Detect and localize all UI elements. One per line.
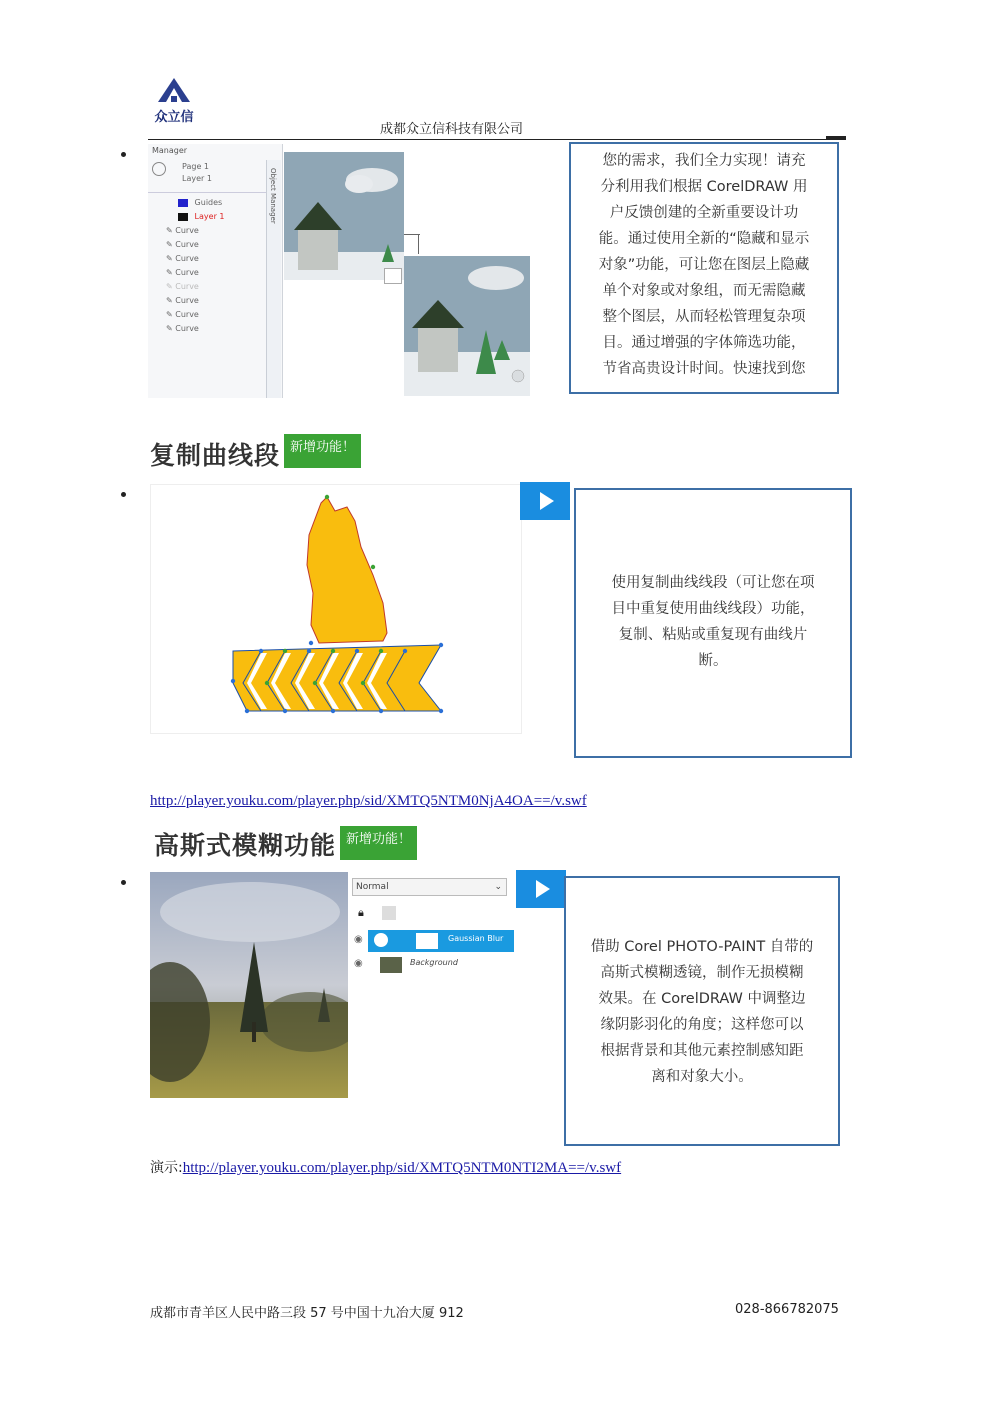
pen-icon: ✎ [166,240,173,249]
lens-icon [374,933,388,947]
header-divider [148,139,846,140]
list-item[interactable]: Guides [148,196,224,210]
header-divider-tick [826,136,846,139]
play-video-button[interactable] [520,482,570,520]
pen-icon: ✎ [166,296,173,305]
bullet [121,880,126,885]
object-manager-tab[interactable]: Object Manager [266,160,281,398]
lock-icon[interactable]: 🔒︎ [358,906,364,919]
panel-title: Manager [152,146,188,155]
new-feature-badge: 新增功能！ [284,434,361,468]
pen-icon: ✎ [166,310,173,319]
color-swatch-icon [178,199,188,207]
pen-icon: ✎ [166,324,173,333]
text-box-copy-curve: 使用复制曲线线段（可让您在项 目中重复使用曲线线段）功能， 复制、粘贴或重复现有曲线片 断。 [574,488,852,758]
text-box-gaussian-blur: 借助 Corel PHOTO-PAINT 自带的 高斯式模糊透镜，制作无损模糊 效果。在 CorelDRAW 中调整边 缘阴影羽化的角度；这样您可以 根据背景和其他元素控制感知距 离和对象大小。 [564,876,840,1146]
eye-icon[interactable]: ◉ [354,958,363,969]
list-item[interactable]: ✎ Curve [166,324,199,333]
pen-icon: ✎ [166,268,173,277]
pen-icon: ✎ [166,254,173,263]
curve-icon [152,162,166,176]
section-heading-copy-curve: 复制曲线段 [150,441,281,470]
footer-address: 成都市青羊区人民中路三段 57 号中国十九冶大厦 912 [150,1306,464,1321]
lock-transparency-icon[interactable] [382,906,396,920]
list-item[interactable]: ✎ Curve [166,240,199,249]
blurred-photo [150,872,348,1098]
layer-row-selected[interactable]: Gaussian Blur [368,930,514,952]
text-box-hide-show: 您的需求，我们全力实现！请充 分利用我们根据 CorelDRAW 用 户反馈创建的全新重要设计功 能。通过使用全新的“隐藏和显示 对象”功能，可让您在图层上隐藏 单个对象或对象组，而无需隐藏 整个图层，从而轻松管理复杂项 目。通过增强的字体筛选功能， 节省高贵设计时间。快速找到您 [569,142,839,394]
play-icon [516,870,566,908]
bullet [121,492,126,497]
video-link-copy-curve[interactable]: http://player.youku.com/player.php/sid/XMTQ5NTM0NjA4OA==/v.swf [150,793,587,809]
color-swatch-icon [178,213,188,221]
object-manager-panel [148,144,283,398]
layers-panel: Normal ⌄ 🔒︎ ◉ Gaussian Blur ◉ Background [348,872,516,982]
scene-illustration-top [284,152,404,280]
logo-text: 众立信 [154,110,194,125]
company-name: 成都众立信科技有限公司 [380,122,524,137]
list-item[interactable]: Layer 1 [148,210,224,224]
play-video-button[interactable] [516,870,566,908]
list-item[interactable]: ✎ Curve [166,254,199,263]
pen-icon: ✎ [166,226,173,235]
video-link-gaussian-blur[interactable]: http://player.youku.com/player.php/sid/XMTQ5NTM0NTI2MA==/v.swf [182,1160,622,1176]
demo-label: 演示: [150,1160,183,1176]
list-item[interactable]: ✎ Curve [166,310,199,319]
demo-line [150,1157,621,1177]
footer-phone: 028-866782075 [735,1302,839,1317]
scene-illustration-bottom [404,256,530,396]
eye-icon [384,268,402,284]
mask-thumbnail [416,933,438,949]
layer-label: Layer 1 [182,174,212,183]
curve-illustration [150,484,522,734]
section-heading-gaussian-blur: 高斯式模糊功能 [154,831,337,860]
blend-mode-select[interactable]: Normal ⌄ [352,878,507,896]
new-feature-badge: 新增功能！ [340,826,417,860]
list-item[interactable]: ✎ Curve [166,268,199,277]
bullet [121,152,126,157]
list-item[interactable]: ✎ Curve [166,282,199,291]
eye-icon[interactable]: ◉ [354,934,363,945]
list-item[interactable]: ✎ Curve [166,296,199,305]
page-label: Page 1 [182,162,209,171]
layer-thumbnail [380,957,402,973]
chevron-down-icon: ⌄ [494,882,502,892]
company-logo [150,70,198,134]
play-icon [520,482,570,520]
pen-icon: ✎ [166,282,173,291]
list-item[interactable]: ✎ Curve [166,226,199,235]
